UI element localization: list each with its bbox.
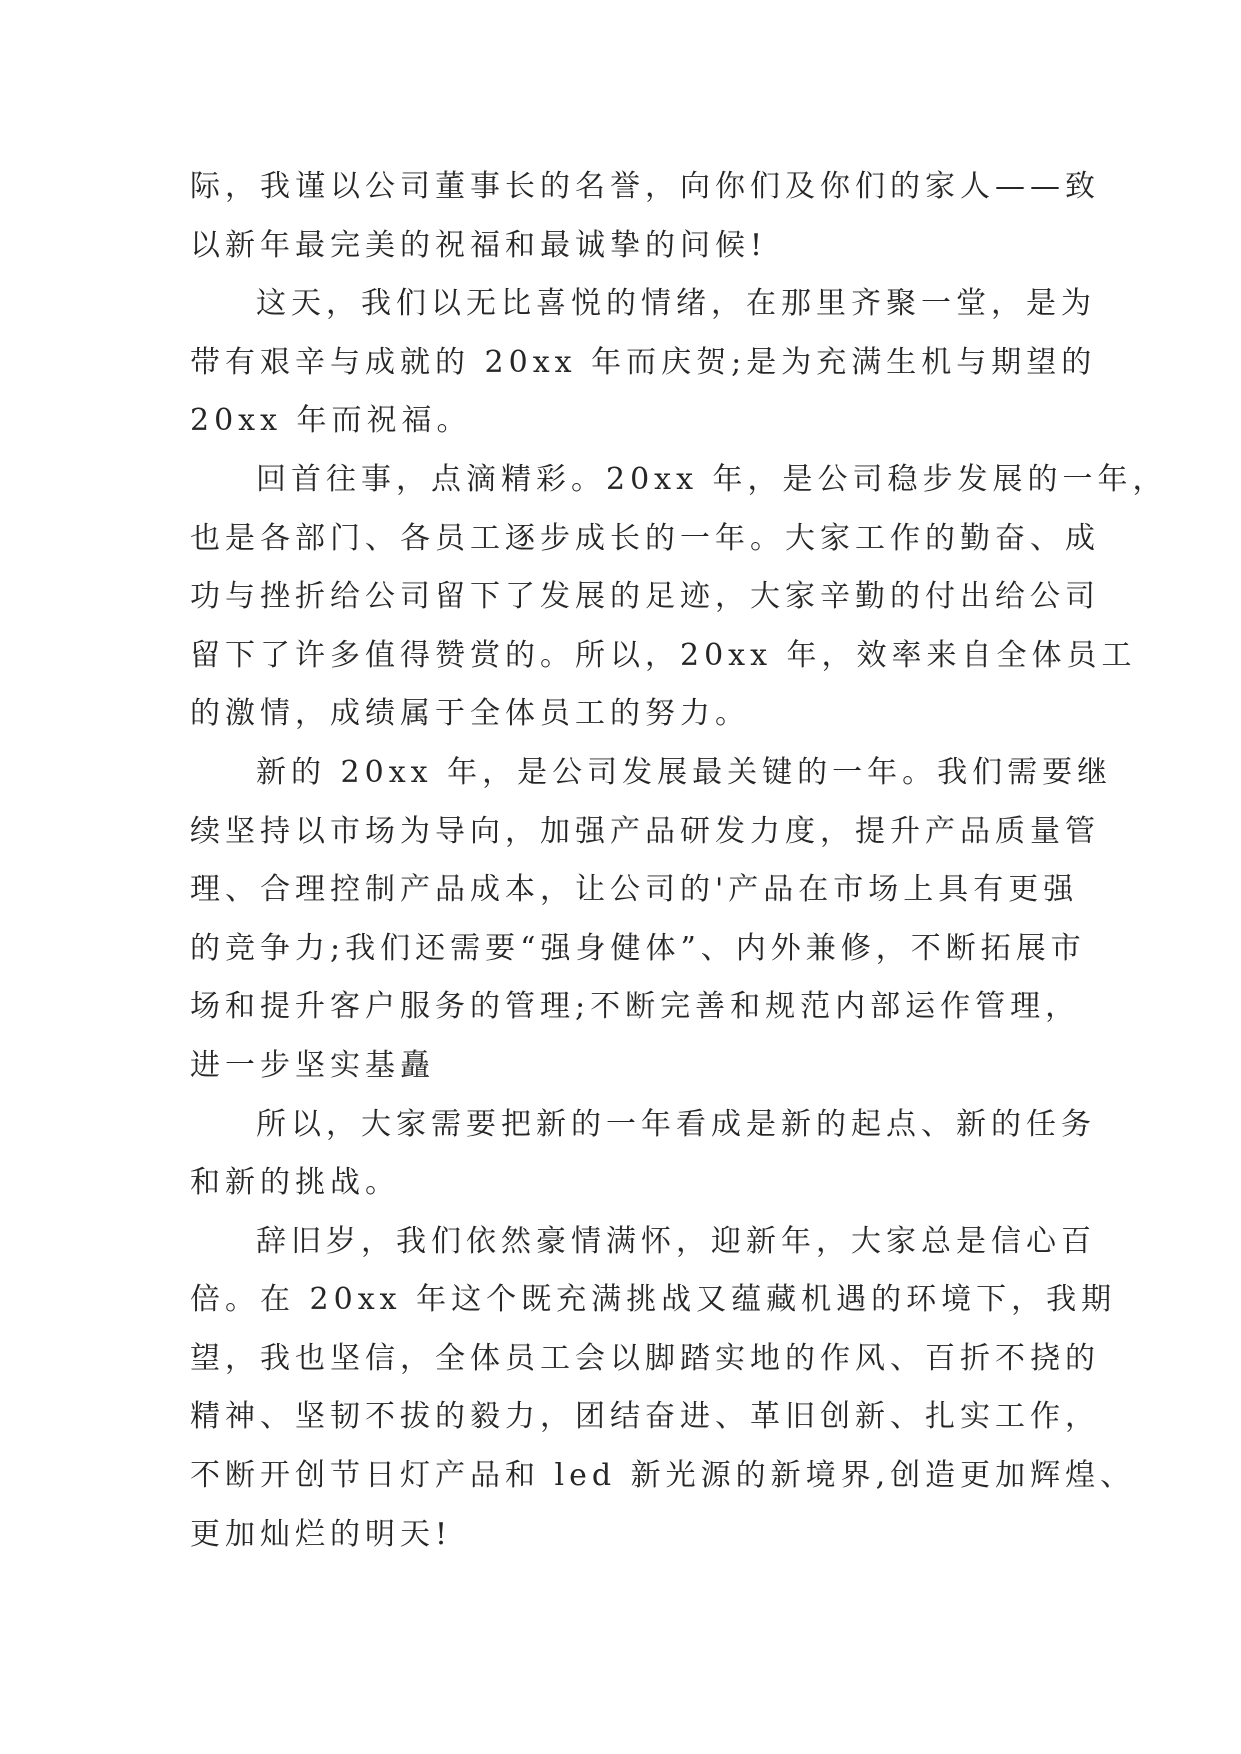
text-line: 进一步坚实基矗 bbox=[190, 1047, 435, 1083]
text-line: 续坚持以市场为导向，加强产品研发力度，提升产品质量管 bbox=[190, 813, 1100, 849]
paragraph-start-line: 这天，我们以无比喜悦的情绪，在那里齐聚一堂，是为 bbox=[256, 286, 1096, 322]
text-line: 不断开创节日灯产品和 led 新光源的新境界,创造更加辉煌、 bbox=[190, 1458, 1136, 1494]
paragraph-start-line: 所以，大家需要把新的一年看成是新的起点、新的任务 bbox=[256, 1106, 1096, 1142]
text-line: 精神、坚韧不拔的毅力，团结奋进、革旧创新、扎实工作， bbox=[190, 1399, 1100, 1435]
text-line: 理、合理控制产品成本，让公司的'产品在市场上具有更强 bbox=[190, 872, 1079, 908]
text-line: 和新的挑战。 bbox=[190, 1165, 400, 1201]
text-line: 以新年最完美的祝福和最诚挚的问候! bbox=[190, 227, 768, 263]
text-line: 的竞争力;我们还需要“强身健体”、内外兼修，不断拓展市 bbox=[190, 930, 1086, 966]
text-line: 倍。在 20xx 年这个既充满挑战又蕴藏机遇的环境下，我期 bbox=[190, 1282, 1117, 1318]
text-line: 功与挫折给公司留下了发展的足迹，大家辛勤的付出给公司 bbox=[190, 579, 1100, 615]
text-line: 际，我谨以公司董事长的名誉，向你们及你们的家人——致 bbox=[190, 169, 1100, 204]
text-line: 的激情，成绩属于全体员工的努力。 bbox=[190, 696, 750, 732]
text-line: 20xx 年而祝福。 bbox=[190, 403, 472, 439]
text-line: 更加灿烂的明天! bbox=[190, 1516, 453, 1552]
paragraph-start-line: 新的 20xx 年，是公司发展最关键的一年。我们需要继 bbox=[256, 754, 1113, 790]
text-line: 场和提升客户服务的管理;不断完善和规范内部运作管理， bbox=[190, 989, 1081, 1025]
text-line: 留下了许多值得赞赏的。所以，20xx 年，效率来自全体员工 bbox=[190, 637, 1137, 673]
text-line: 望，我也坚信，全体员工会以脚踏实地的作风、百折不挠的 bbox=[190, 1340, 1100, 1376]
text-line: 也是各部门、各员工逐步成长的一年。大家工作的勤奋、成 bbox=[190, 520, 1100, 556]
document-body bbox=[190, 158, 1168, 1564]
paragraph-start-line: 回首往事，点滴精彩。20xx 年，是公司稳步发展的一年， bbox=[256, 461, 1168, 497]
text-line: 带有艰辛与成就的 20xx 年而庆贺;是为充满生机与期望的 bbox=[190, 344, 1097, 380]
paragraph-start-line: 辞旧岁，我们依然豪情满怀，迎新年，大家总是信心百 bbox=[256, 1223, 1096, 1259]
